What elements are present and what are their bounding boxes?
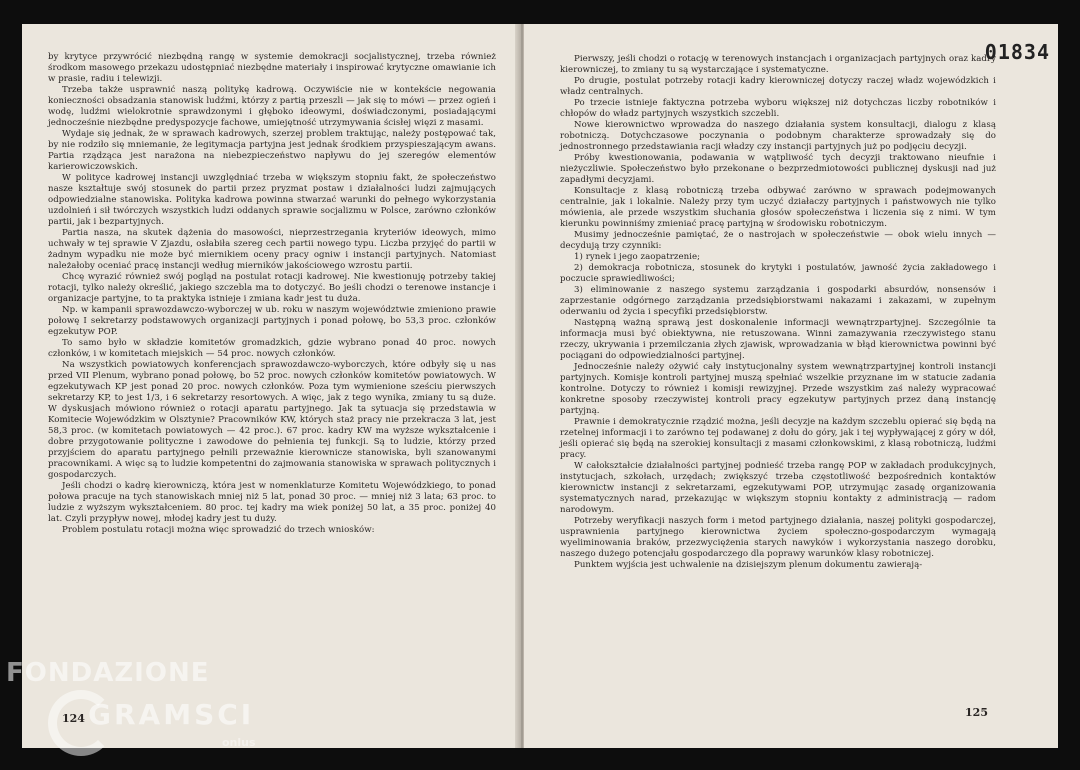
watermark-line: FONDAZIONE <box>6 658 210 688</box>
page-number: 124 <box>62 712 85 725</box>
paragraph: Partia nasza, na skutek dążenia do masowości, nieprzestrzegania kryteriów ideowych, mimo uchwały w tej sprawie V Zjazdu, osłabiła szereg cech partii nowego typu. Liczba przyjęć do partii w żadnym wypadku nie może być miernikiem oceny pracy ogniw i instancji partyjnych. Natomiast należałoby oceniać pracę instancji według mierników jakościowego wzrostu partii. <box>48 228 496 271</box>
paragraph: Następną ważną sprawą jest doskonalenie informacji wewnątrzpartyjnej. Szczególnie ta informacja musi być obiektywna, nie retuszowana. Winni zamazywania rzeczywistego stanu rzeczy, ukrywania i przemilczania złych zjawisk, wprowadzania w błąd kierownictwa powinni być pociągani do odpowiedzialności partyjnej. <box>560 318 996 361</box>
paragraph: W całokształcie działalności partyjnej podnieść trzeba rangę POP w zakładach produkcyjnych, instytucjach, szkołach, urzędach; zwiększyć trzeba częstotliwość bezpośrednich kontaktów kierownictw instancji z sekretarzami, egzekutywami POP, utrzymując zasadę organizowania systematycznych narad, przekazując w większym stopniu kontakty z administracją — radom narodowym. <box>560 461 996 515</box>
paragraph: Potrzeby weryfikacji naszych form i metod partyjnego działania, naszej polityki gospodarczej, usprawnienia partyjnego kierownictwa życiem społeczno-gospodarczym wymagają wyeliminowania braków, przezwyciężenia starych nawyków i wykorzystania naszego dorobku, naszego dużego potencjału gospodarczego dla poprawy warunków klasy robotniczej. <box>560 516 996 559</box>
paragraph: Trzeba także usprawnić naszą politykę kadrową. Oczywiście nie w kontekście negowania konieczności obsadzania stanowisk ludźmi, którzy z partią przeszli — jak się to mówi — przez ogień i wodę, ludźmi wielokrotnie sprawdzonymi i głęboko ideowymi, doświadczonymi, posiadającymi jednocześnie niezbędne predyspozycje fachowe, umiejętność utrzymywania ścisłej więzi z masami. <box>48 85 496 128</box>
left-page-text <box>48 52 496 536</box>
paragraph: Problem postulatu rotacji można więc sprowadzić do trzech wniosków: <box>62 525 375 535</box>
paragraph: Wydaje się jednak, że w sprawach kadrowych, szerzej problem traktując, należy postępować tak, by nie rodziło się mniemanie, że legitymacja partyjna jest jednak środkiem przyspieszającym awans. Partia rządząca jest narażona na niebezpieczeństwo napływu do jej szeregów elementów karierowiczowskich. <box>48 129 496 172</box>
page-number: 125 <box>965 706 988 719</box>
paragraph: Po trzecie istnieje faktyczna potrzeba wyboru większej niż dotychczas liczby robotników i chłopów do władz partyjnych wszystkich szczebli. <box>560 98 996 119</box>
watermark-line: GRAMSCI <box>88 698 255 731</box>
paragraph: To samo było w składzie komitetów gromadzkich, gdzie wybrano ponad 40 proc. nowych członków, i w komitetach miejskich — 54 proc. nowych członków. <box>48 338 496 359</box>
paragraph: Po drugie, postulat potrzeby rotacji kadry kierowniczej dotyczy raczej władz wojewódzkich i władz centralnych. <box>560 76 996 97</box>
paragraph: Chcę wyrazić również swój pogląd na postulat rotacji kadrowej. Nie kwestionuję potrzeby takiej rotacji, tylko należy określić, jakiego szczebla ma to dotyczyć. Bo jeśli chodzi o terenowe instancje i organizacje partyjne, to ta praktyka istnieje i zmiana kadr jest tu duża. <box>48 272 496 304</box>
paragraph: Konsultacje z klasą robotniczą trzeba odbywać zarówno w sprawach podejmowanych centralnie, jak i lokalnie. Należy przy tym uczyć działaczy partyjnych i państwowych nie tylko mówienia, ale przede wszystkim słuchania głosów społeczeństwa i liczenia się z nimi. W tym kierunku powinniśmy zmieniać pracę partyjną w środowisku robotniczym. <box>560 186 996 229</box>
list-item: 1) rynek i jego zaopatrzenie; <box>574 252 701 262</box>
paragraph: Jednocześnie należy ożywić cały instytucjonalny system wewnątrzpartyjnej kontroli instancji partyjnych. Komisje kontroli partyjnej muszą spełniać wszelkie przyznane im w statucie zadania kontrolne. Dotyczy to również i komisji rewizyjnej. Przede wszystkim zaś należy wypracować konkretne sposoby rzeczywistej kontroli pracy egzekutyw partyjnych przez daną instancję partyjną. <box>560 362 996 416</box>
paragraph: Musimy jednocześnie pamiętać, że o nastrojach w społeczeństwie — obok wielu innych — decydują trzy czynniki: <box>560 230 996 251</box>
paragraph: Próby kwestionowania, podawania w wątpliwość tych decyzji traktowano nieufnie i nieżyczliwie. Społeczeństwo było przekonane o bezprzedmiotowości publicznej dyskusji nad już zapadłymi decyzjami. <box>560 153 996 185</box>
paragraph: by krytyce przywrócić niezbędną rangę w systemie demokracji socjalistycznej, trzeba również środkom masowego przekazu udostępniać niezbędne materiały i inspirować krytyczne omawianie ich w prasie, radiu i telewizji. <box>48 52 496 84</box>
right-page-text <box>560 54 996 571</box>
watermark-line: onlus <box>222 736 256 749</box>
list-item: 2) demokracja robotnicza, stosunek do krytyki i postulatów, jawność życia zakładowego i poczucie sprawiedliwości; <box>560 263 996 284</box>
paragraph: Jeśli chodzi o kadrę kierowniczą, która jest w nomenklaturze Komitetu Wojewódzkiego, to ponad połowa pracuje na tych stanowiskach mniej niż 5 lat, ponad 30 proc. — mniej niż 3 lata; 63 proc. to ludzie z wyższym wykształceniem. 80 proc. tej kadry ma wiek poniżej 50 lat, a 35 proc. poniżej 40 lat. Czyli przypływ nowej, młodej kadry jest tu duży. <box>48 481 496 524</box>
paragraph: W polityce kadrowej instancji uwzględniać trzeba w większym stopniu fakt, że społeczeństwo nasze kształtuje swój stosunek do partii przez pryzmat postaw i działalności ludzi zajmujących odpowiedzialne stanowiska. Polityka kadrowa powinna stwarzać warunki do pełnego wykorzystania uzdolnień i sił twórczych wszystkich ludzi oddanych sprawie socjalizmu w Polsce, zarówno członków partii, jak i bezpartyjnych. <box>48 173 496 227</box>
paragraph: Pierwszy, jeśli chodzi o rotację w terenowych instancjach i organizacjach partyjnych oraz kadry kierowniczej, to zmiany tu są wystarczające i systematyczne. <box>560 54 996 75</box>
list-item: 3) eliminowanie z naszego systemu zarządzania i gospodarki absurdów, nonsensów i zaprzestanie odgórnego zarządzania przedsiębiorstwami nakazami i zakazami, w zupełnym oderwaniu od życia i specyfiki przedsiębiorstw. <box>560 285 996 317</box>
paragraph: Punktem wyjścia jest uchwalenie na dzisiejszym plenum dokumentu zawierają- <box>574 560 923 570</box>
paragraph: Nowe kierownictwo wprowadza do naszego działania system konsultacji, dialogu z klasą robotniczą. Dotychczasowe poczynania o podobnym charakterze sprowadzały się do jednostronnego przedstawiania racji władzy czy instancji partyjnych już po podjęciu decyzji. <box>560 120 996 152</box>
left-page <box>22 24 522 748</box>
paragraph: Np. w kampanii sprawozdawczo-wyborczej w ub. roku w naszym województwie zmieniono prawie połowę I sekretarzy podstawowych organizacji partyjnych i ponad połowę, bo 53,3 proc. członków egzekutyw POP. <box>48 305 496 337</box>
paragraph: Prawnie i demokratycznie rządzić można, jeśli decyzje na każdym szczeblu opierać się będą na rzetelnej informacji i to zarówno tej podawanej z dołu do góry, jak i tej wypływającej z góry w dół, jeśli opierać się będą na szerokiej konsultacji z masami członkowskimi, z klasą robotniczą, ludźmi pracy. <box>560 417 996 460</box>
right-page <box>524 24 1058 748</box>
paragraph: Na wszystkich powiatowych konferencjach sprawozdawczo-wyborczych, które odbyły się u nas przed VII Plenum, wybrano ponad połowę, bo 52 proc. nowych członków komitetów powiatowych. W egzekutywach KP jest ponad 20 proc. nowych członków. Poza tym wymienione sześciu pierwszych sekretarzy KP, to jest 1/3, i 6 sekretarzy resortowych. A więc, jak z tego wynika, zmiany tu są duże. W dyskusjach mówiono również o rotacji aparatu partyjnego. Jak ta sytuacja się przedstawia w Komitecie Wojewódzkim w Olsztynie? Pracowników KW, których staż pracy nie przekracza 3 lat, jest 58,3 proc. (w komitetach powiatowych — 42 proc.). 67 proc. kadry KW ma wyższe wykształcenie i dobre przygotowanie polityczne i zawodowe do pełnienia tej funkcji. Są to ludzie, którzy przed przyjściem do aparatu partyjnego pełnili przeważnie kierownicze stanowiska, byli szanowanymi pracownikami. A więc są to ludzie kompetentni do zajmowania stanowiska w sprawach politycznych i gospodarczych. <box>48 360 496 480</box>
archive-number-stamp: 01834 <box>984 40 1050 64</box>
